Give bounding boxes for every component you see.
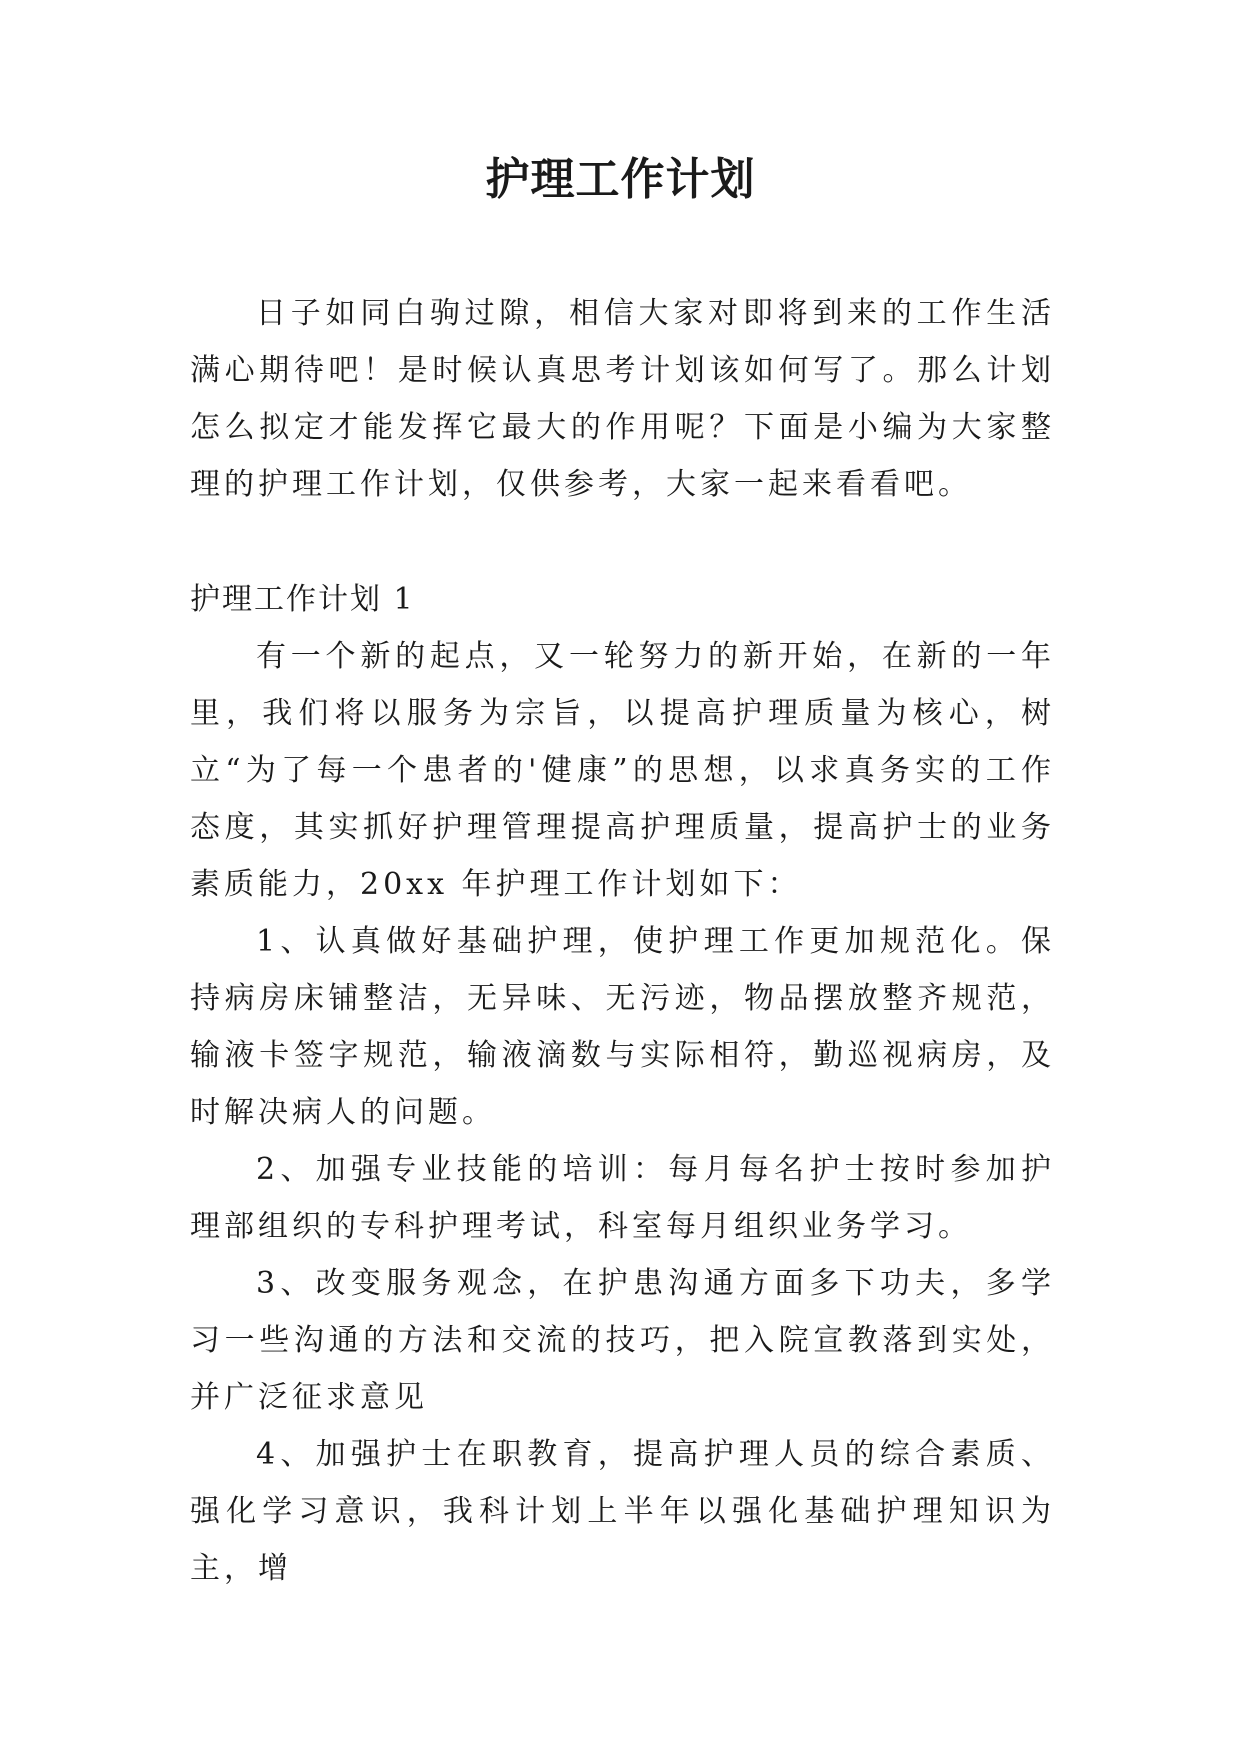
section-heading: 护理工作计划 1 <box>190 582 415 617</box>
plan-item-1: 1、认真做好基础护理，使护理工作更加规范化。保持病房床铺整洁，无异味、无污迹，物品摆放整齐规范，输液卡签字规范，输液滴数与实际相符，勤巡视病房，及时解决病人的问题。 <box>190 924 1055 1130</box>
intro-paragraph: 日子如同白驹过隙，相信大家对即将到来的工作生活满心期待吧！是时候认真思考计划该如何写了。那么计划怎么拟定才能发挥它最大的作用呢？下面是小编为大家整理的护理工作计划，仅供参考，大家一起来看看吧。 <box>190 296 1055 502</box>
plan-item-3: 3、改变服务观念，在护患沟通方面多下功夫，多学习一些沟通的方法和交流的技巧，把入院宣教落到实处，并广泛征求意见 <box>190 1266 1055 1415</box>
document-body <box>190 285 1055 1597</box>
body-paragraph-opening: 有一个新的起点，又一轮努力的新开始，在新的一年里，我们将以服务为宗旨，以提高护理质量为核心，树立“为了每一个患者的'健康”的思想，以求真务实的工作态度，其实抓好护理管理提高护理质量，提高护士的业务素质能力，20xx 年护理工作计划如下： <box>190 639 1055 902</box>
document-title: 护理工作计划 <box>485 154 756 205</box>
plan-item-2: 2、加强专业技能的培训：每月每名护士按时参加护理部组织的专科护理考试，科室每月组织业务学习。 <box>190 1152 1055 1244</box>
plan-item-4: 4、加强护士在职教育，提高护理人员的综合素质、强化学习意识，我科计划上半年以强化基础护理知识为主，增 <box>190 1437 1055 1586</box>
